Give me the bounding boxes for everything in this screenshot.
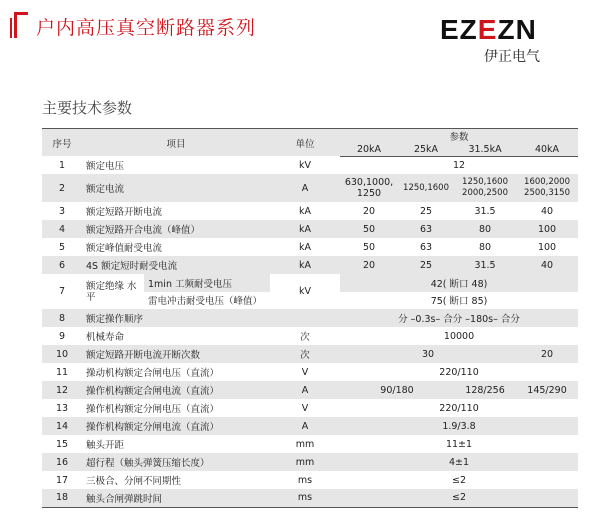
table-row: 6 4S 额定短时耐受电流 kA 20 25 31.5 40 bbox=[42, 256, 578, 274]
series-title: 户内高压真空断路器系列 bbox=[36, 17, 257, 39]
bracket-mark-icon bbox=[8, 10, 30, 40]
table-row: 12 操作机构额定合闸电流（直流） A 90/180 128/256 145/290 bbox=[42, 381, 578, 399]
table-row: 16 超行程（触头弹簧压缩长度） mm 4±1 bbox=[42, 453, 578, 471]
header-variant-31-5ka: 31.5kA bbox=[454, 143, 516, 156]
table-row: 14 操作机构额定分闸电流（直流） A 1.9/3.8 bbox=[42, 417, 578, 435]
table-row: 9 机械寿命 次 10000 bbox=[58, 330, 475, 343]
spec-table bbox=[42, 128, 578, 508]
header-variant-25ka: 25kA bbox=[398, 143, 454, 156]
header-unit: 单位 bbox=[270, 129, 340, 157]
header-params: 参数 bbox=[340, 129, 578, 144]
table-row: 雷电冲击耐受电压（峰值） 75( 断口 85) bbox=[148, 296, 488, 308]
table-row: 17 三极合、分闸不同期性 ms ≤2 bbox=[55, 474, 467, 487]
table-row: 7 额定绝缘 水平 1min 工频耐受电压 kV 42( 断口 48) bbox=[42, 274, 578, 292]
table-row: 3 额定短路开断电流 kA 20 25 31.5 40 bbox=[58, 205, 554, 218]
table-row: 1 额定电压 kV 12 bbox=[58, 159, 466, 172]
header-variant-40ka: 40kA bbox=[516, 143, 578, 156]
table-row: 15 触头开距 mm 11±1 bbox=[55, 438, 473, 451]
table-row: 13 操作机构额定分闸电压（直流） V 220/110 bbox=[55, 402, 479, 415]
brand-logo-text: EZEZN bbox=[440, 14, 537, 45]
table-row: 2 额定电流 A 630,1000, 1250 1250,1600 1250,1600 2000,2500 1600,2000 2500,3150 bbox=[42, 174, 578, 202]
table-row: 4 额定短路开合电流（峰值） kA 50 63 80 100 bbox=[42, 220, 578, 238]
header-variant-20ka: 20kA bbox=[340, 143, 398, 156]
table-row: 5 额定峰值耐受电流 kA 50 63 80 100 bbox=[58, 241, 557, 254]
brand-name: 伊正电气 bbox=[484, 49, 540, 65]
page-header bbox=[0, 0, 600, 65]
header-no: 序号 bbox=[42, 129, 82, 157]
table-row: 8 额定操作顺序 分 –0.3s– 合分 –180s– 合分 bbox=[42, 309, 578, 327]
table-row: 11 操动机构额定合闸电压（直流） V 220/110 bbox=[55, 366, 479, 379]
table-row: 18 触头合闸弹跳时间 ms ≤2 bbox=[42, 489, 578, 507]
table-row: 10 额定短路开断电流开断次数 次 30 20 bbox=[42, 345, 578, 363]
table-header-row bbox=[42, 129, 578, 144]
header-item: 项目 bbox=[82, 129, 270, 157]
brand-logo bbox=[440, 14, 590, 65]
section-title: 主要技术参数 bbox=[42, 99, 133, 117]
